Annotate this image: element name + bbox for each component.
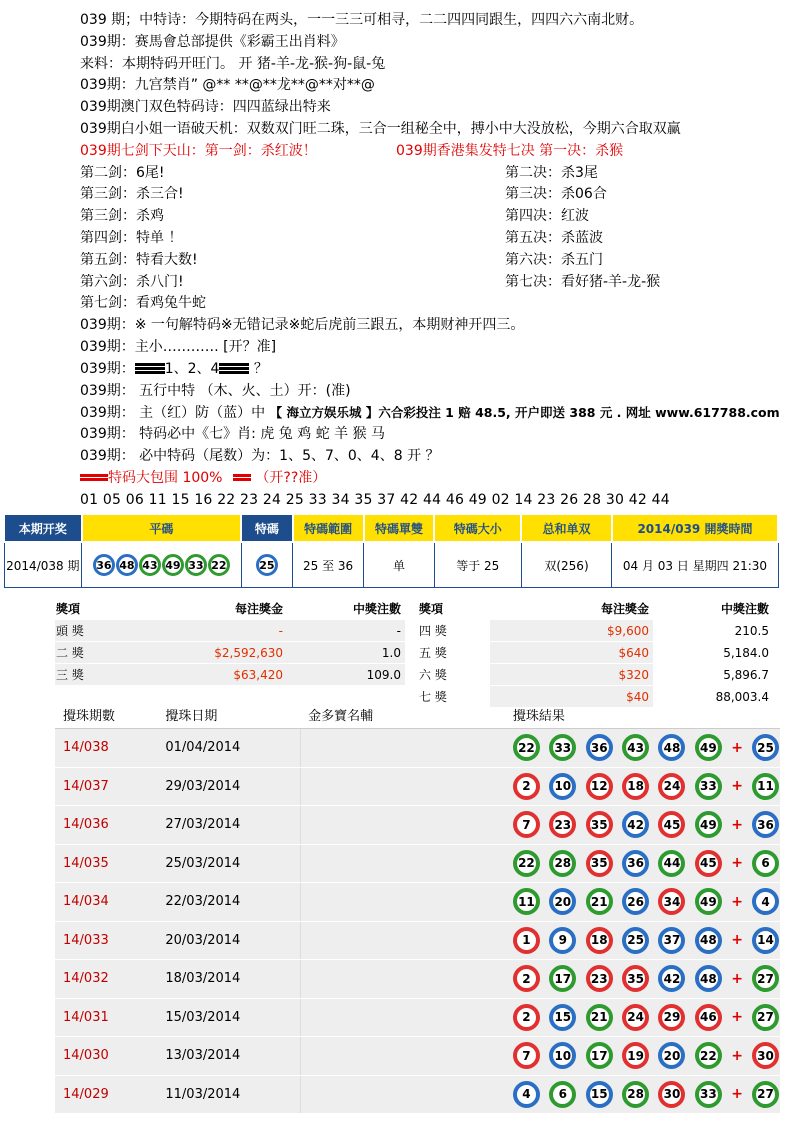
ball: 36 [622,850,649,877]
prize-header: 中獎注數 [352,601,401,616]
header-cell: 特碼 [241,514,292,542]
history-table [55,700,780,1114]
history-date: 13/03/2014 [157,1037,300,1076]
prize-amount: $63,420 [127,664,287,686]
prize-header: 獎項 [56,601,81,616]
prize-name: 四 獎 [418,620,490,642]
sword-left: 第四剑：特单 ！ [80,229,183,246]
ball: 23 [586,965,613,992]
ball: 12 [586,773,613,800]
history-period[interactable]: 14/038 [55,729,157,768]
ball-special: 14 [752,927,779,954]
draw-balls [82,542,242,588]
history-jackpot [300,998,509,1037]
ball: 17 [549,965,576,992]
history-date: 20/03/2014 [157,921,300,960]
prize-count: 5,896.7 [653,664,773,686]
ball: 35 [586,850,613,877]
ball-special: 11 [752,773,779,800]
ball: 4 [513,1081,540,1108]
ball: 37 [658,927,685,954]
history-date: 25/03/2014 [157,844,300,883]
history-row [55,767,780,806]
history-jackpot [300,729,509,768]
prize-amount: $2,592,630 [127,642,287,664]
prize-name: 五 獎 [418,642,490,664]
history-date: 01/04/2014 [157,729,300,768]
history-row [55,960,780,999]
plus-icon: + [731,855,743,872]
ball: 45 [658,811,685,838]
ball: 22 [513,734,540,761]
ball: 43 [622,734,649,761]
ball: 33 [695,1081,722,1108]
tip-line: 039期： 必中特码（尾数）为：1、5、7、0、4、8 开 ？ [80,447,440,464]
ball: 7 [513,811,540,838]
history-row [55,921,780,960]
history-row [55,1075,780,1114]
sword-right: 第六决：杀五门 [505,251,603,268]
history-jackpot [300,1037,509,1076]
history-period[interactable]: 14/036 [55,806,157,845]
plus-icon: + [731,893,743,910]
ball-special: 4 [752,888,779,915]
history-jackpot [300,767,509,806]
history-result [509,767,780,806]
ball: 36 [586,734,613,761]
ball: 18 [586,927,613,954]
ball: 34 [658,888,685,915]
prize-row [418,620,773,642]
prize-row [55,664,405,686]
sword-left: 第三剑：杀鸡 [80,208,164,225]
prize-row [418,664,773,686]
draw-special [241,542,292,588]
ball: 1 [513,927,540,954]
text-line: 039期：赛馬會总部提供《彩霸王出肖料》 [80,33,345,50]
ball-special: 25 [752,734,779,761]
ball-special: 30 [752,1042,779,1069]
prize-amount: - [127,620,287,642]
history-result [509,1037,780,1076]
bars-icon [219,362,249,375]
history-jackpot [300,1075,509,1114]
history-result [509,921,780,960]
prize-count: 5,184.0 [653,642,773,664]
prize-amount: $9,600 [490,620,653,642]
ball: 7 [513,1042,540,1069]
ball: 25 [622,927,649,954]
ball: 10 [549,1042,576,1069]
ball: 20 [658,1042,685,1069]
ball: 18 [622,773,649,800]
history-result [509,729,780,768]
history-jackpot [300,844,509,883]
prize-name: 二 獎 [55,642,127,664]
prize-header: 中獎注數 [720,601,769,616]
sword-row [80,163,792,185]
sword-row [80,228,792,250]
tip-line: 039期：主小………… [开？准] [80,338,277,355]
ball: 33 [549,734,576,761]
sword-right: 第三决：杀06合 [505,186,607,203]
ball: 48 [695,927,722,954]
ball: 49 [695,734,722,761]
sword-right: 第二决：杀3尾 [505,164,598,181]
sword-row [80,206,792,228]
text-line: 039 期；中特诗：今期特码在两头，一一三三可相寻，二二四四同跟生，四四六六南北财。 [80,12,644,28]
bars-icon [80,473,108,482]
prize-amount: $320 [490,664,653,686]
ball: 10 [549,773,576,800]
ball: 2 [513,965,540,992]
ball: 49 [695,888,722,915]
history-row [55,998,780,1037]
bars-icon [233,473,251,482]
history-period[interactable]: 14/034 [55,883,157,922]
draw-range: 25 至 36 [293,542,364,588]
tip-line-range: 特码大包围 100% （开??准） [80,468,792,490]
ball: 19 [622,1042,649,1069]
ball: 21 [586,888,613,915]
history-jackpot [300,921,509,960]
prize-header: 每注獎金 [600,601,649,616]
history-period[interactable]: 14/037 [55,767,157,806]
header-cell: 2014/039 開獎時間 [612,514,778,542]
ball: 23 [549,811,576,838]
history-date: 27/03/2014 [157,806,300,845]
tip-line: 039期： 特码必中《七》肖: 虎 兔 鸡 蛇 羊 猴 马 [80,426,386,443]
history-period[interactable]: 14/033 [55,921,157,960]
header-cell: 特碼大小 [434,514,521,542]
ball: 30 [658,1081,685,1108]
prize-row [418,642,773,664]
history-header: 攪珠結果 [509,700,780,729]
history-result [509,883,780,922]
tip-line-ad: 039期： 主（红）防（蓝）中 【 海立方娱乐城 】六合彩投注 1 赔 48.5, 开户即送 388 元 . 网址 www.617788.com [80,405,780,422]
draw-size: 等于 25 [434,542,521,588]
ball: 28 [622,1081,649,1108]
swords-header-right: 039期香港集发特七决 第一决：杀猴 [396,142,624,159]
plus-icon: + [731,1086,743,1103]
ball: 44 [658,850,685,877]
ball: 48 [658,734,685,761]
ball: 33 [695,773,722,800]
header-cell: 平碼 [82,514,242,542]
tip-line: 039期： 五行中特 （木、火、土）开：(准) [80,382,351,399]
header-cell: 特碼單雙 [364,514,435,542]
ball: 36 [93,554,115,576]
history-jackpot [300,883,509,922]
ad-text[interactable]: 【 海立方娱乐城 】六合彩投注 1 赔 48.5, 开户即送 388 元 . 网址 www.617788.com [269,405,780,421]
draw-sum: 双(256) [521,542,612,588]
prize-count: 210.5 [653,620,773,642]
prize-header: 每注獎金 [234,601,283,616]
sword-row [80,250,792,272]
ball: 28 [549,850,576,877]
header-cell: 特碼範圍 [293,514,364,542]
history-row [55,1037,780,1076]
history-period[interactable]: 14/032 [55,960,157,999]
plus-icon: + [731,932,743,949]
ball: 11 [513,888,540,915]
prize-name: 三 獎 [55,664,127,686]
history-date: 22/03/2014 [157,883,300,922]
history-result [509,960,780,999]
prize-count: - [287,620,405,642]
plus-icon: + [731,1009,743,1026]
history-header: 金多寶名輔 [300,700,509,729]
ball: 17 [586,1042,613,1069]
history-period[interactable]: 14/029 [55,1075,157,1114]
forecast-text [80,10,792,511]
history-period[interactable]: 14/030 [55,1037,157,1076]
plus-icon: + [731,1047,743,1064]
draw-time: 04 月 03 日 星期四 21:30 [612,542,778,588]
history-row [55,729,780,768]
ball: 22 [208,554,230,576]
ball: 6 [549,1081,576,1108]
ball: 22 [695,1042,722,1069]
sword-right: 第五决：杀蓝波 [505,229,603,246]
text-line: 来料：本期特码开旺门。 开 猪-羊-龙-猴-狗-鼠-兔 [80,55,386,72]
prize-row [55,642,405,664]
ball: 48 [695,965,722,992]
history-result [509,1075,780,1114]
prize-name: 七 獎 [418,686,490,708]
ball: 24 [622,1004,649,1031]
history-date: 18/03/2014 [157,960,300,999]
ball: 26 [622,888,649,915]
sword-left: 第五剑：特看大数! [80,251,198,268]
ball: 2 [513,1004,540,1031]
text-line: 039期澳门双色特码诗：四四蓝绿出特来 [80,99,331,116]
ball: 42 [622,811,649,838]
number-list: 01 05 06 11 15 16 22 23 24 25 33 34 35 37 42 44 46 49 02 14 23 26 28 30 42 44 [80,491,670,508]
ball: 45 [695,850,722,877]
sword-row [80,184,792,206]
plus-icon: + [731,778,743,795]
prize-name: 六 獎 [418,664,490,686]
ball: 49 [695,811,722,838]
history-header: 攪珠日期 [157,700,300,729]
swords-header-left: 039期七剑下天山：第一剑：杀红波！ [80,142,317,159]
history-date: 11/03/2014 [157,1075,300,1114]
history-result [509,806,780,845]
ball-special: 27 [752,965,779,992]
sword-right: 第七决：看好猪-羊-龙-猴 [505,273,661,290]
tip-line-bars: 039期： 1、2、4 ？ [80,360,268,377]
ball-special: 27 [752,1081,779,1108]
ball: 33 [185,554,207,576]
sword-right: 第四决：红波 [505,208,589,225]
ball: 22 [513,850,540,877]
ball: 24 [658,773,685,800]
prize-count: 109.0 [287,664,405,686]
plus-icon: + [731,816,743,833]
history-row [55,883,780,922]
draw-period: 2014/038 期 [4,542,82,588]
prize-name: 頭 獎 [55,620,127,642]
history-date: 15/03/2014 [157,998,300,1037]
prize-table-right [418,596,773,708]
ball: 2 [513,773,540,800]
prize-header: 獎項 [419,601,444,616]
prize-row [55,620,405,642]
ball: 20 [549,888,576,915]
history-header: 攪珠期數 [55,700,157,729]
prize-count: 1.0 [287,642,405,664]
text-line: 039期白小姐一语破天机：双数双门旺二珠，三合一组秘全中，搏小中大没放松，今期六合取双赢 [80,120,681,137]
history-period[interactable]: 14/035 [55,844,157,883]
ball-special: 6 [752,850,779,877]
ball-special: 27 [752,1004,779,1031]
ball: 46 [695,1004,722,1031]
plus-icon: + [731,970,743,987]
ball: 49 [162,554,184,576]
draw-odd-even: 单 [364,542,435,588]
ball: 15 [549,1004,576,1031]
history-jackpot [300,960,509,999]
history-row [55,806,780,845]
sword-left: 第二剑：6尾! [80,164,165,181]
prize-table-left [55,596,405,686]
ball: 9 [549,927,576,954]
plus-icon: + [731,739,743,756]
sword-left: 第三剑：杀三合! [80,186,184,203]
sword-left: 第六剑：杀八门! [80,273,184,290]
history-jackpot [300,806,509,845]
header-cell: 总和单双 [521,514,612,542]
ball: 25 [256,554,278,576]
ball: 15 [586,1081,613,1108]
prize-amount: $40 [490,686,653,708]
prize-amount: $640 [490,642,653,664]
ball: 42 [658,965,685,992]
swords-header [80,141,792,163]
ball: 35 [586,811,613,838]
tip-line: 039期：※ 一句解特码※无错记录※蛇后虎前三跟五，本期财神开四三。 [80,317,525,334]
header-cell: 本期开奖 [4,514,82,542]
ball: 48 [116,554,138,576]
sword-seven: 第七剑：看鸡兔牛蛇 [80,295,206,312]
history-result [509,844,780,883]
ball: 43 [139,554,161,576]
history-period[interactable]: 14/031 [55,998,157,1037]
history-date: 29/03/2014 [157,767,300,806]
history-row [55,844,780,883]
ball-special: 36 [752,811,779,838]
ball: 29 [658,1004,685,1031]
history-result [509,998,780,1037]
prize-count: 88,003.4 [653,686,773,708]
ball: 35 [622,965,649,992]
sword-row [80,272,792,294]
bars-icon [135,362,165,375]
text-line: 039期：九宫禁肖” @** **@**龙**@**对**@ [80,77,375,94]
ball: 21 [586,1004,613,1031]
draw-table [3,513,779,588]
